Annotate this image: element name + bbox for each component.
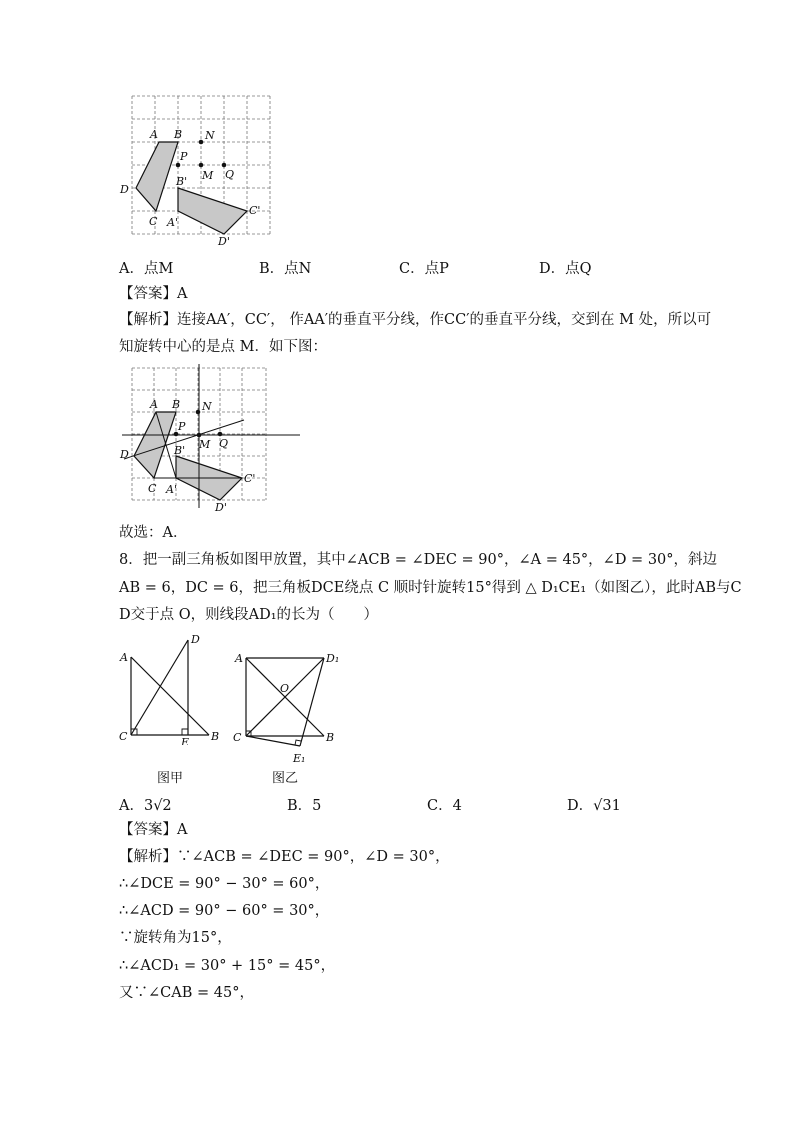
q7-analysis-line-1: 【解析】连接AA′，CC′， 作AA′的垂直平分线，作CC′的垂直平分线，交到在 M 处，所以可 (119, 312, 712, 328)
caption-figure-jia: 图甲 (157, 771, 184, 786)
q7-answer: 【答案】A (119, 286, 188, 302)
label-a: A (235, 652, 243, 665)
q8-stem-line-3: D交于点 O，则线段AD₁的长为（ ） (119, 607, 379, 623)
label-p: P (180, 150, 188, 163)
label-m: M (199, 438, 211, 451)
label-b: B (211, 730, 220, 743)
q8-step-3: ∴∠ACD = 90° − 60° = 30°， (119, 903, 330, 919)
label-d-prime: D' (218, 235, 230, 248)
q8-step-4: ∵旋转角为15°， (119, 930, 232, 946)
q7-option-b: B．点N (259, 261, 312, 277)
q8-stem-line-1: 8．把一副三角板如图甲放置，其中∠ACB = ∠DEC = 90°，∠A = 45°，∠D = 30°，斜边 (119, 552, 718, 568)
label-b: B (174, 128, 183, 141)
q8-step-5: ∴∠ACD₁ = 30° + 15° = 45°， (119, 958, 336, 974)
figure-yi (230, 648, 345, 768)
label-a: A (120, 651, 128, 664)
label-a: A (150, 398, 158, 411)
label-d: D (120, 183, 129, 196)
label-q: Q (225, 168, 235, 181)
label-o: O (280, 682, 290, 695)
q7-option-d: D．点Q (539, 261, 592, 277)
label-c-prime: C' (249, 204, 261, 217)
q8-option-b: B．5 (287, 798, 322, 814)
label-c: C (148, 482, 157, 495)
label-p: P (178, 420, 186, 433)
label-m: M (202, 169, 214, 182)
label-d1: D₁ (326, 652, 340, 665)
point-q (218, 432, 223, 437)
point-q (222, 163, 227, 168)
label-d: D (191, 633, 200, 646)
q8-step-6: 又∵∠CAB = 45°， (119, 985, 254, 1001)
label-b: B (172, 398, 181, 411)
q7-conclusion: 故选：A． (119, 525, 188, 541)
q8-step-1: 【解析】∵∠ACB = ∠DEC = 90°，∠D = 30°， (119, 849, 450, 865)
q7-option-a: A．点M (119, 261, 174, 277)
label-c-prime: C' (244, 472, 256, 485)
quadrilateral-abcd (134, 412, 176, 478)
q8-step-2: ∴∠DCE = 90° − 30° = 60°， (119, 876, 330, 892)
label-c: C (149, 215, 158, 228)
point-n (196, 410, 201, 415)
label-n: N (205, 129, 215, 142)
q8-option-a: A．3√2 (119, 798, 172, 814)
quadrilateral-abcd (136, 142, 178, 211)
label-e: E (181, 736, 190, 745)
label-c: C (233, 731, 242, 744)
point-m (197, 433, 202, 438)
point-n (199, 140, 204, 145)
label-e1: E₁ (293, 752, 306, 765)
label-b-prime: B' (176, 175, 188, 188)
label-d-prime: D' (215, 501, 227, 514)
q8-answer: 【答案】A (119, 822, 188, 838)
quadrilateral-a1b1c1d1 (178, 188, 247, 234)
label-a-prime: A' (166, 483, 177, 496)
q8-stem-line-2: AB = 6，DC = 6，把三角板DCE绕点 C 顺时针旋转15°得到 △ D₁CE₁（如图乙），此时AB与C (119, 580, 742, 596)
q8-option-c: C．4 (427, 798, 462, 814)
q7-option-c: C．点P (399, 261, 449, 277)
label-c: C (119, 730, 128, 743)
label-b-prime: B' (174, 444, 186, 457)
point-m (199, 163, 204, 168)
q8-option-d: D．√31 (567, 798, 621, 814)
point-p (176, 163, 181, 168)
label-a: A (150, 128, 158, 141)
q7-analysis-line-2: 知旋转中心的是点 M．如下图： (119, 339, 327, 355)
solution-grid-figure (110, 362, 310, 514)
label-d: D (120, 448, 129, 461)
figure-jia (115, 630, 225, 745)
label-n: N (202, 400, 212, 413)
label-q: Q (219, 437, 229, 450)
label-b: B (326, 731, 335, 744)
caption-figure-yi: 图乙 (272, 771, 299, 786)
label-a-prime: A' (167, 216, 178, 229)
rotation-grid-figure (110, 88, 285, 248)
